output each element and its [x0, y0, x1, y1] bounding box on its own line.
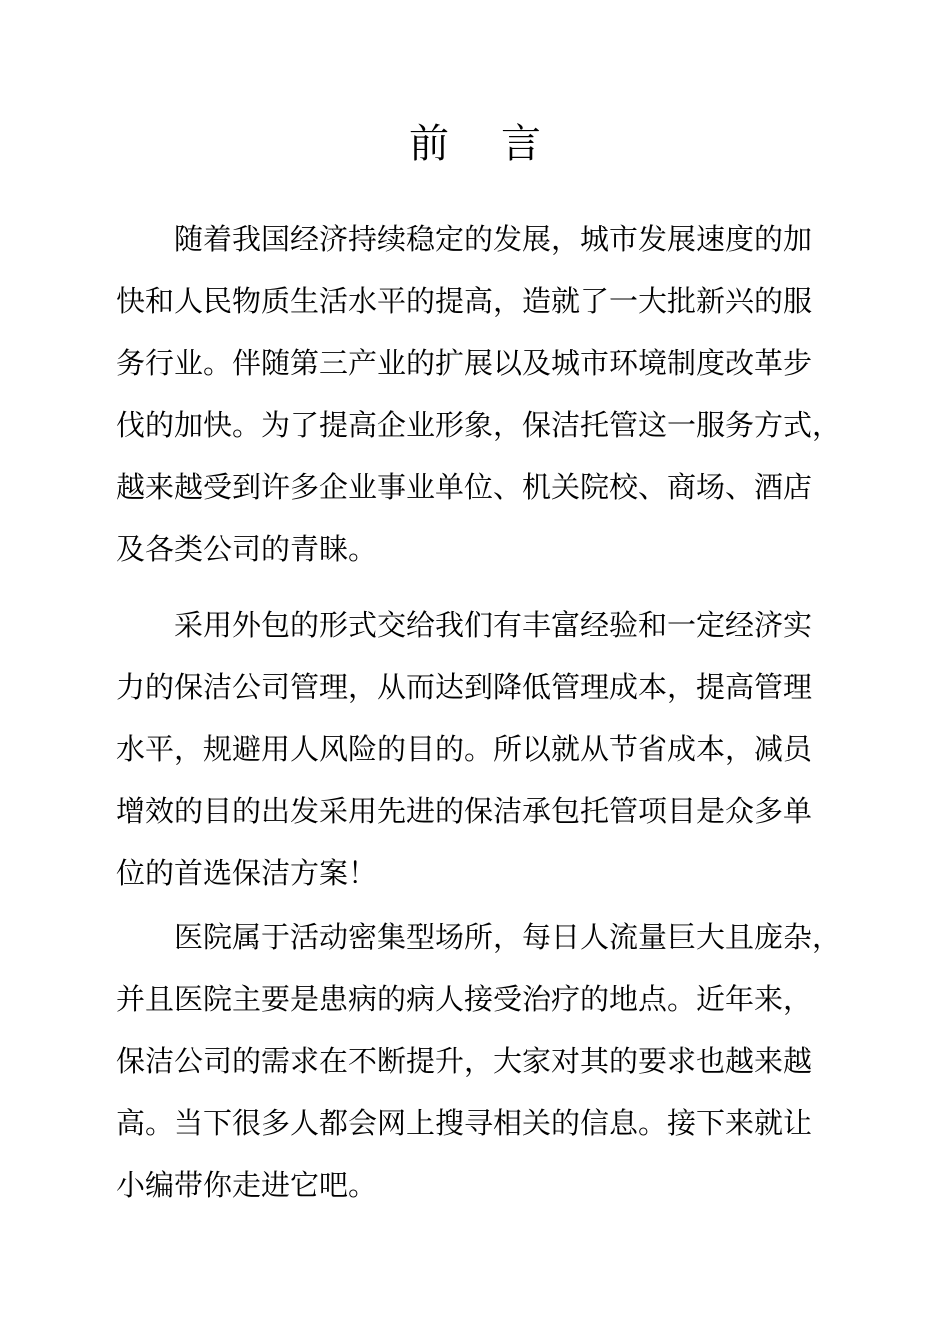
paragraph-line: 伐的加快。为了提高企业形象，保洁托管这一服务方式， — [116, 408, 842, 442]
paragraph-line: 位的首选保洁方案！ — [116, 856, 378, 890]
paragraph-line: 增效的目的出发采用先进的保洁承包托管项目是众多单 — [116, 794, 813, 828]
paragraph-line: 越来越受到许多企业事业单位、机关院校、商场、酒店 — [116, 470, 813, 504]
paragraph-line: 及各类公司的青睐。 — [116, 532, 378, 566]
paragraph-line: 快和人民物质生活水平的提高，造就了一大批新兴的服 — [116, 284, 813, 318]
paragraph-3 — [116, 906, 876, 1216]
paragraph-1 — [116, 208, 876, 580]
paragraph-line: 采用外包的形式交给我们有丰富经验和一定经济实 — [174, 608, 813, 642]
paragraph-line: 医院属于活动密集型场所，每日人流量巨大且庞杂， — [174, 920, 842, 954]
title-char-1: 前 — [409, 121, 449, 167]
title-char-2: 言 — [501, 121, 541, 167]
page-title — [0, 118, 950, 170]
paragraph-2 — [116, 594, 876, 904]
paragraph-line: 高。当下很多人都会网上搜寻相关的信息。接下来就让 — [116, 1106, 813, 1140]
paragraph-line: 力的保洁公司管理，从而达到降低管理成本，提高管理 — [116, 670, 813, 704]
paragraph-line: 务行业。伴随第三产业的扩展以及城市环境制度改革步 — [116, 346, 813, 380]
paragraph-line: 水平，规避用人风险的目的。所以就从节省成本，减员 — [116, 732, 813, 766]
paragraph-line: 随着我国经济持续稳定的发展，城市发展速度的加 — [174, 222, 813, 256]
paragraph-line: 小编带你走进它吧。 — [116, 1168, 378, 1202]
paragraph-line: 保洁公司的需求在不断提升，大家对其的要求也越来越 — [116, 1044, 813, 1078]
paragraph-line: 并且医院主要是患病的病人接受治疗的地点。近年来， — [116, 982, 813, 1016]
